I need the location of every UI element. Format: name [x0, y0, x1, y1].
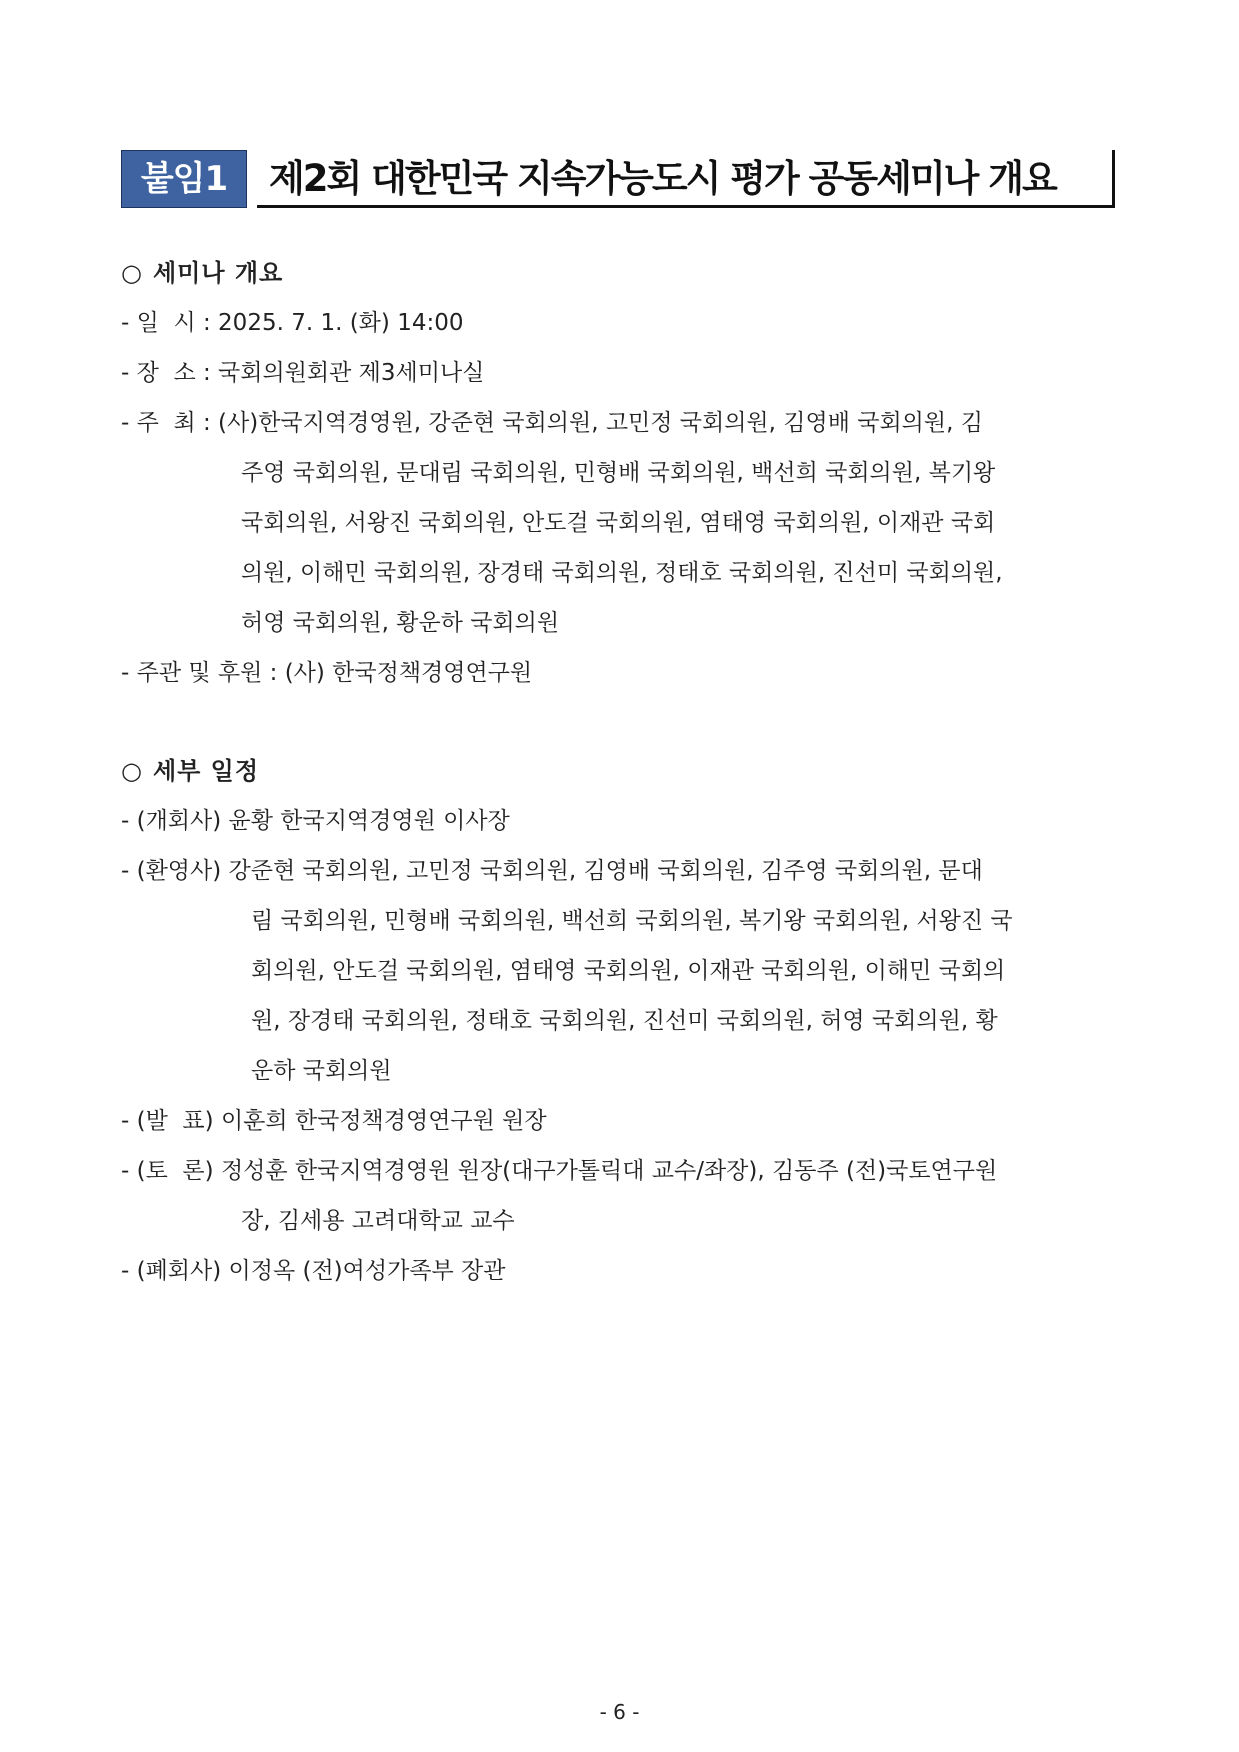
circle-bullet-icon: ○ [121, 259, 143, 287]
discussion-line: 정성훈 한국지역경영원 원장(대구가톨릭대 교수/좌장), 김동주 (전)국토연구원 [220, 1158, 998, 1184]
attachment-badge: 붙임1 [121, 150, 247, 208]
item-opening [121, 796, 1121, 846]
closing-value: 이정옥 (전)여성가족부 장관 [228, 1258, 506, 1284]
item-discussion [121, 1146, 1121, 1196]
welcome-line: 회의원, 안도걸 국회의원, 염태영 국회의원, 이재관 국회의원, 이해민 국회의 [251, 958, 1006, 984]
welcome-line: 원, 장경태 국회의원, 정태호 국회의원, 진선미 국회의원, 허영 국회의원, 황 [251, 1008, 998, 1034]
section-heading-schedule [121, 746, 259, 796]
welcome-line: 림 국회의원, 민형배 국회의원, 백선희 국회의원, 복기왕 국회의원, 서왕진 국 [251, 908, 1013, 934]
date-label: - 일 시 : [121, 310, 219, 336]
item-closing [121, 1246, 1121, 1296]
item-presentation [121, 1096, 1121, 1146]
sponsor-label: - 주관 및 후원 : [121, 660, 285, 686]
welcome-line: 강준현 국회의원, 고민정 국회의원, 김영배 국회의원, 김주영 국회의원, 문대 [228, 858, 983, 884]
presentation-value: 이훈희 한국정책경영연구원 원장 [220, 1108, 547, 1134]
item-date [121, 298, 1121, 348]
section-heading-text: 세부 일정 [152, 757, 260, 785]
host-label: - 주 최 : [121, 410, 219, 436]
closing-label: - (폐회사) [121, 1258, 229, 1284]
presentation-label: - (발 표) [121, 1108, 221, 1134]
date-value: 2025. 7. 1. (화) 14:00 [218, 310, 464, 336]
place-value: 국회의원회관 제3세미나실 [218, 360, 485, 386]
item-sponsor [121, 648, 1121, 698]
discussion-line: 장, 김세용 고려대학교 교수 [241, 1208, 515, 1234]
item-place [121, 348, 1121, 398]
item-host [121, 398, 1121, 448]
sponsor-value: (사) 한국정책경영연구원 [284, 660, 533, 686]
place-label: - 장 소 : [121, 360, 219, 386]
section-heading-text: 세미나 개요 [152, 259, 284, 287]
item-welcome [121, 846, 1121, 896]
opening-value: 윤황 한국지역경영원 이사장 [228, 808, 510, 834]
opening-label: - (개회사) [121, 808, 229, 834]
discussion-label: - (토 론) [121, 1158, 221, 1184]
document-title: 제2회 대한민국 지속가능도시 평가 공동세미나 개요 [269, 157, 1056, 200]
host-line: 주영 국회의원, 문대림 국회의원, 민형배 국회의원, 백선희 국회의원, 복기왕 [241, 460, 996, 486]
title-underline [257, 205, 1115, 208]
section-heading-overview [121, 248, 283, 298]
welcome-line: 운하 국회의원 [251, 1058, 392, 1084]
host-line: (사)한국지역경영원, 강준현 국회의원, 고민정 국회의원, 김영배 국회의원, 김 [218, 410, 983, 436]
title-right-border [1112, 150, 1115, 208]
title-bar [121, 150, 1115, 208]
host-line: 의원, 이해민 국회의원, 장경태 국회의원, 정태호 국회의원, 진선미 국회의원, [241, 560, 1003, 586]
host-line: 국회의원, 서왕진 국회의원, 안도걸 국회의원, 염태영 국회의원, 이재관 국회 [241, 510, 996, 536]
circle-bullet-icon: ○ [121, 757, 143, 785]
host-line: 허영 국회의원, 황운하 국회의원 [241, 610, 560, 636]
welcome-label: - (환영사) [121, 858, 229, 884]
page-number: - 6 - [599, 1700, 640, 1724]
